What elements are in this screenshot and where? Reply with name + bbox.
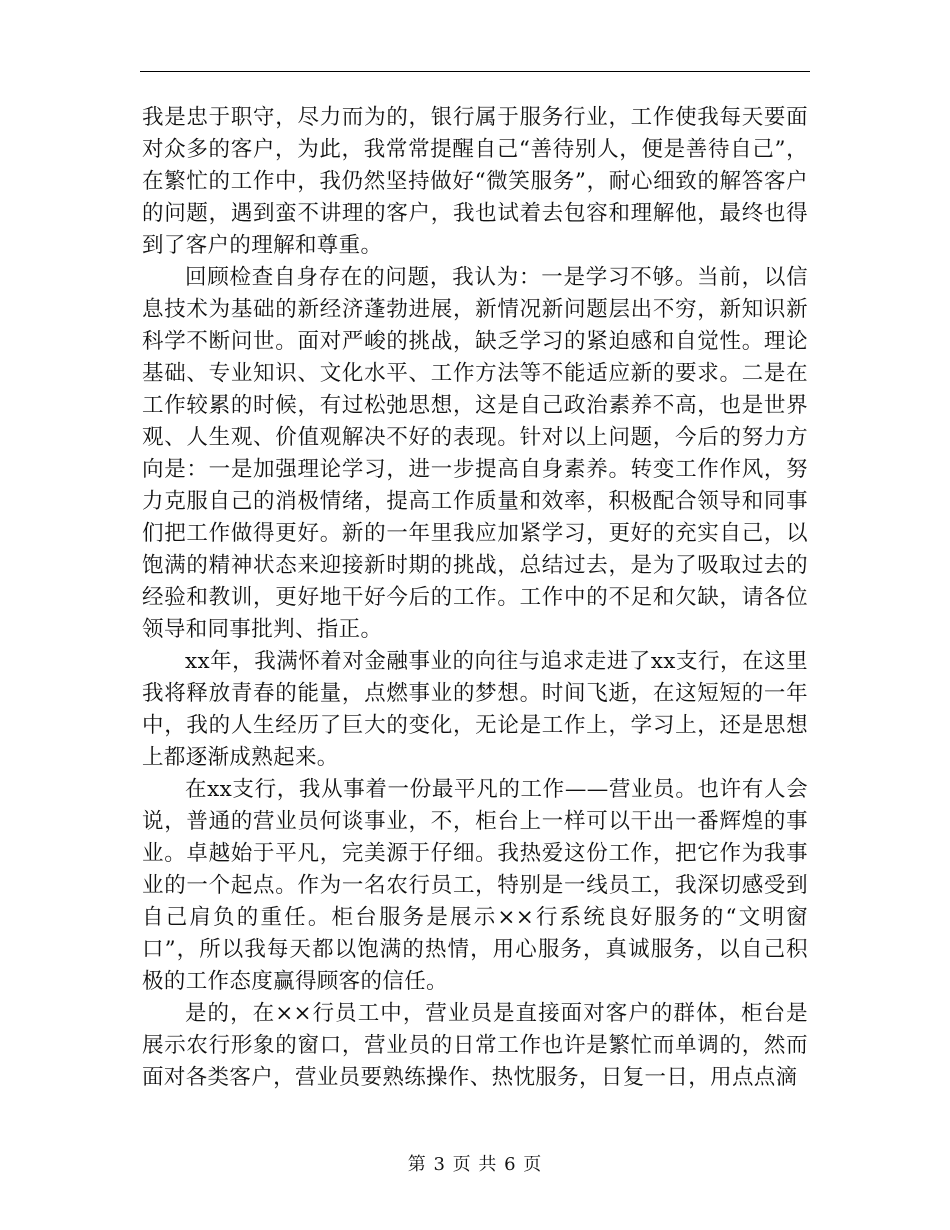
page-number: 第 3 页 共 6 页	[407, 1154, 543, 1175]
paragraph-1: 我是忠于职守，尽力而为的，银行属于服务行业，工作使我每天要面对众多的客户，为此，我常常提醒自己“善待别人，便是善待自己”，在繁忙的工作中，我仍然坚持做好“微笑服务”，耐心细致的解答客户的问题，遇到蛮不讲理的客户，我也试着去包容和理解他，最终也得到了客户的理解和尊重。	[142, 105, 808, 258]
page-footer	[0, 1154, 950, 1176]
paragraph-4: 在xx支行，我从事着一份最平凡的工作——营业员。也许有人会说，普通的营业员何谈事业，不，柜台上一样可以干出一番辉煌的事业。卓越始于平凡，完美源于仔细。我热爱这份工作，把它作为我事业的一个起点。作为一名农行员工，特别是一线员工，我深切感受到自己肩负的重任。柜台服务是展示××行系统良好服务的“文明窗口”，所以我每天都以饱满的热情，用心服务，真诚服务，以自己积极的工作态度赢得顾客的信任。	[142, 777, 808, 994]
paragraph-3: xx年，我满怀着对金融事业的向往与追求走进了xx支行，在这里我将释放青春的能量，点燃事业的梦想。时间飞逝，在这短短的一年中，我的人生经历了巨大的变化，无论是工作上，学习上，还是思想上都逐渐成熟起来。	[142, 649, 808, 770]
body-text	[142, 102, 808, 1094]
paragraph-5: 是的，在××行员工中，营业员是直接面对客户的群体，柜台是展示农行形象的窗口，营业员的日常工作也许是繁忙而单调的，然而面对各类客户，营业员要熟练操作、热忱服务，日复一日，用点点滴	[142, 1001, 808, 1090]
paragraph-2: 回顾检查自身存在的问题，我认为：一是学习不够。当前，以信息技术为基础的新经济蓬勃进展，新情况新问题层出不穷，新知识新科学不断问世。面对严峻的挑战，缺乏学习的紧迫感和自觉性。理论基础、专业知识、文化水平、工作方法等不能适应新的要求。二是在工作较累的时候，有过松弛思想，这是自己政治素养不高，也是世界观、人生观、价值观解决不好的表现。针对以上问题，今后的努力方向是：一是加强理论学习，进一步提高自身素养。转变工作作风，努力克服自己的消极情绪，提高工作质量和效率，积极配合领导和同事们把工作做得更好。新的一年里我应加紧学习，更好的充实自己，以饱满的精神状态来迎接新时期的挑战，总结过去，是为了吸取过去的经验和教训，更好地干好今后的工作。工作中的不足和欠缺，请各位领导和同事批判、指正。	[142, 265, 808, 642]
header-rule	[140, 71, 810, 72]
